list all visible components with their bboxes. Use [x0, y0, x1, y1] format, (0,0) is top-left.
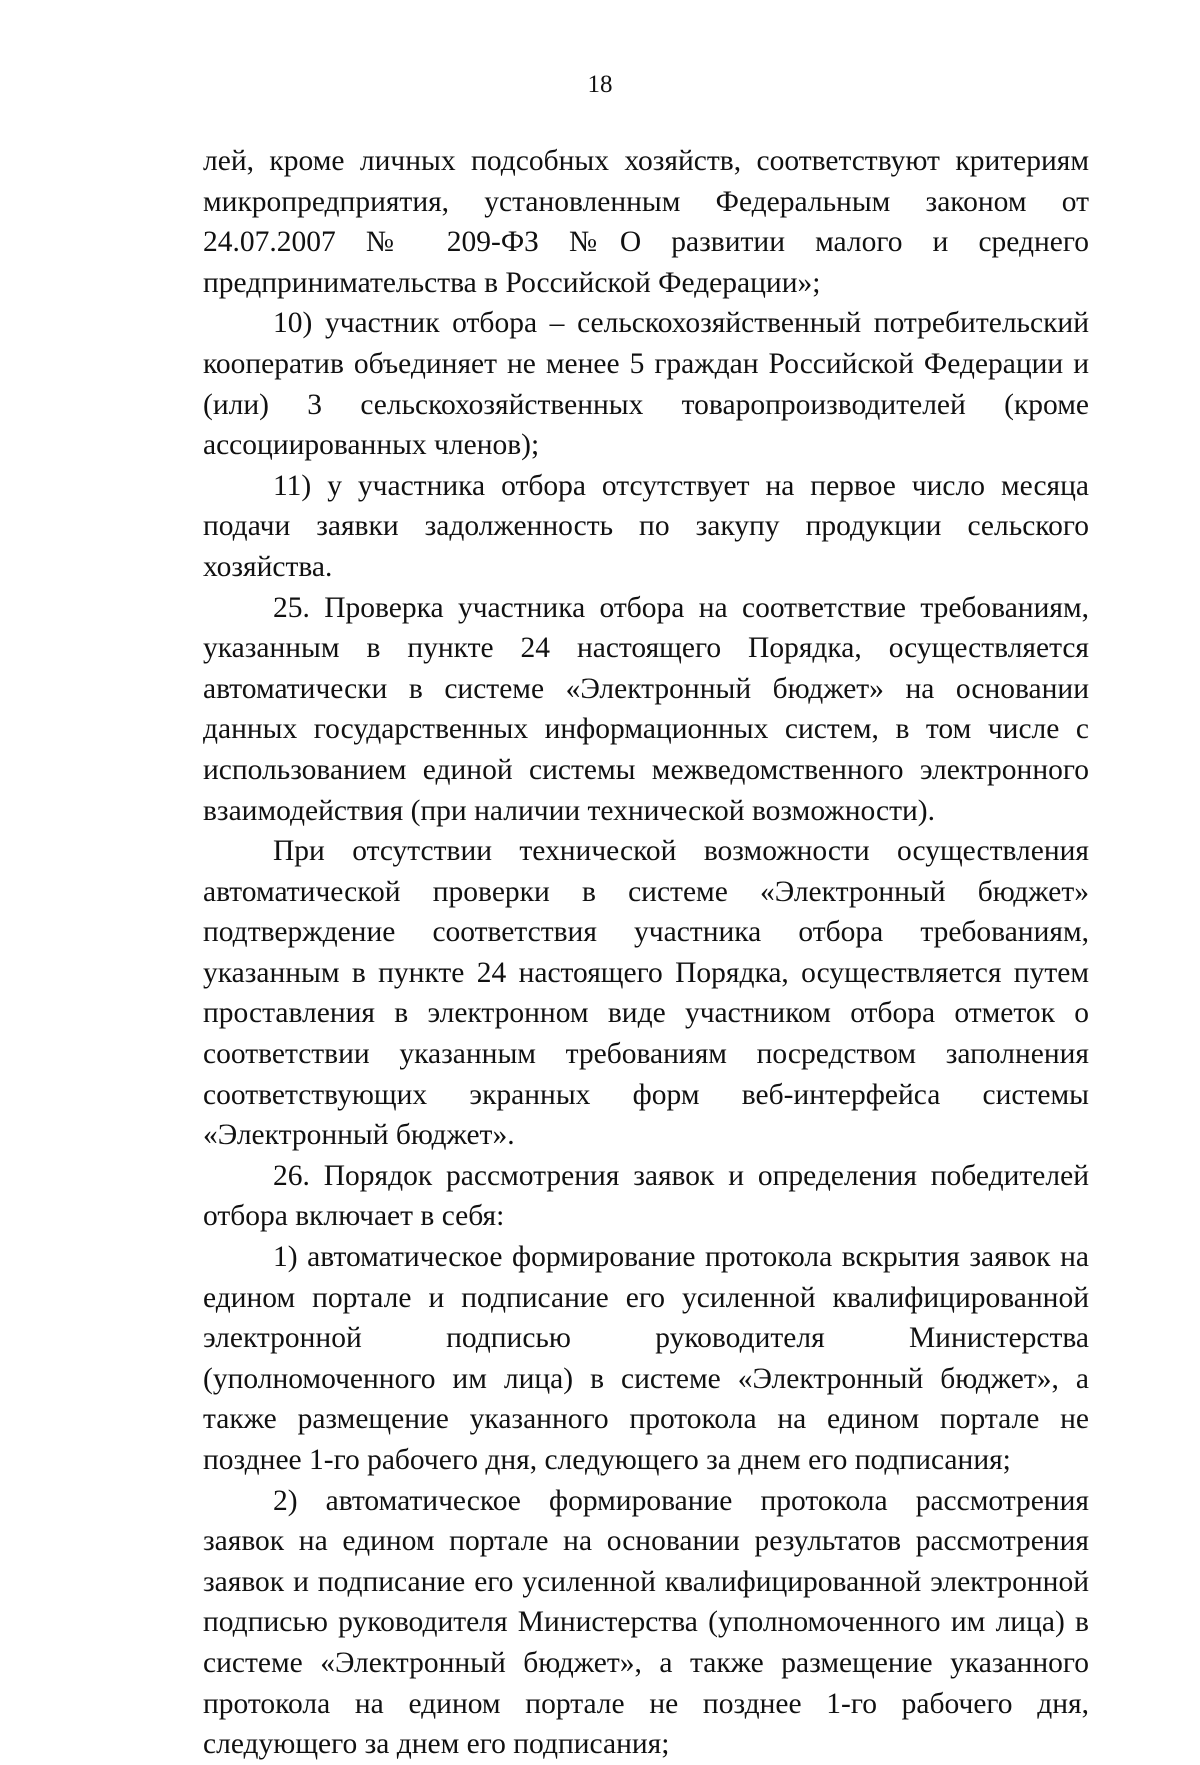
- paragraph-clause-26-item-1: 1) автоматическое формирование протокола вскрытия заявок на едином портале и подписание его усиленной квалифицированной электронной подписью руководителя Министерства (уполномоченного им лица) в системе «Электронный бюджет», а также размещение указанного протокола на едином портале не позднее 1-го рабочего дня, следующего за днем его подписания;: [203, 1241, 1089, 1476]
- paragraph-clause-25: 25. Проверка участника отбора на соответствие требованиям, указанным в пункте 24 настоящего Порядка, осуществляется автоматически в системе «Электронный бюджет» на основании данных государственных информационных систем, в том числе с использованием единой системы межведомственного электронного взаимодействия (при наличии технической возможности).: [203, 591, 1089, 827]
- paragraph-continuation: лей, кроме личных подсобных хозяйств, соответствуют критериям микропредприятия, установленным Федеральным законом от 24.07.2007 № 209-ФЗ №О развитии малого и среднего предпринимательства в Российской Федерации»;: [203, 145, 1089, 299]
- paragraph-clause-26-item-2: 2) автоматическое формирование протокола рассмотрения заявок на едином портале на основании результатов рассмотрения заявок и подписание его усиленной квалифицированной электронной подписью руководителя Министерства (уполномоченного им лица) в системе «Электронный бюджет», а также размещение указанного протокола на едином портале не позднее 1-го рабочего дня, следующего за днем его подписания;: [203, 1484, 1089, 1761]
- paragraph-clause-25-manual-check: При отсутствии технической возможности осуществления автоматической проверки в системе «Электронный бюджет» подтверждение соответствия участника отбора требованиям, указанным в пункте 24 настоящего Порядка, осуществляется путем проставления в электронном виде участником отбора отметок о соответствии указанным требованиям посредством заполнения соответствующих экранных форм веб-интерфейса системы «Электронный бюджет».: [203, 835, 1089, 1152]
- page-number: 18: [587, 71, 613, 98]
- document-body: [203, 141, 1089, 1765]
- paragraph-item-10: 10) участник отбора – сельскохозяйственный потребительский кооператив объединяет не менее 5 граждан Российской Федерации и (или) 3 сельскохозяйственных товаропроизводителей (кроме ассоциированных членов);: [203, 307, 1089, 462]
- paragraph-clause-26: 26. Порядок рассмотрения заявок и определения победителей отбора включает в себя:: [203, 1159, 1089, 1233]
- paragraph-item-11: 11) у участника отбора отсутствует на первое число месяца подачи заявки задолженность по закупу продукции сельского хозяйства.: [203, 469, 1089, 583]
